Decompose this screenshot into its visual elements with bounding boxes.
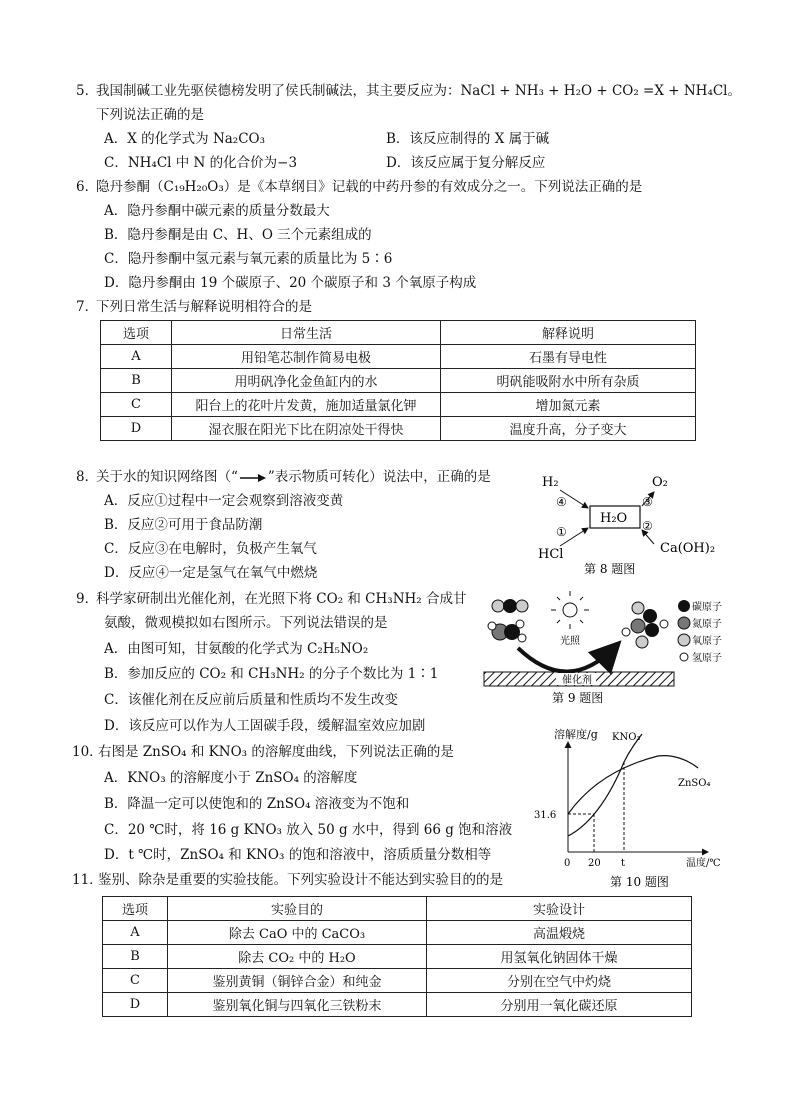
table-row — [103, 921, 692, 945]
q10-option-d: D．t ℃时，ZnSO₄ 和 KNO₃ 的饱和溶液中，溶质质量分数相等 — [104, 847, 492, 863]
q8-option-c: C．反应③在电解时，负极产生氧气 — [104, 541, 317, 557]
q8-stem-head: 关于水的知识网络图（“ — [96, 469, 238, 485]
q7-cell: 温度升高，分子变大 — [441, 417, 696, 441]
q7-table-header — [101, 321, 696, 345]
q7-header-explain: 解释说明 — [441, 321, 696, 345]
q7-cell: D — [101, 417, 172, 441]
table-row — [101, 417, 696, 441]
q7-cell: 用铅笔芯制作简易电极 — [172, 345, 441, 369]
q5-option-d: D．该反应属于复分解反应 — [386, 155, 546, 171]
caoh2-label: Ca(OH)₂ — [660, 541, 716, 556]
kno3-curve — [568, 734, 642, 836]
hcl-label: HCl — [538, 547, 564, 562]
q11-cell: 用氢氧化钠固体干燥 — [427, 945, 692, 969]
x-axis-label: 温度/℃ — [686, 858, 721, 869]
znso4-label: ZnSO₄ — [678, 778, 711, 789]
q11-cell: 鉴别氧化铜与四氧化三铁粉末 — [168, 993, 427, 1017]
q7-cell: 用明矾净化金鱼缸内的水 — [172, 369, 441, 393]
q9-figure — [478, 586, 722, 736]
q9-option-c: C．该催化剂在反应前后质量和性质均不发生改变 — [104, 692, 398, 708]
q8-number: 8． — [76, 469, 99, 485]
q10-solubility-figure — [528, 726, 728, 892]
q5-option-b: B．该反应制得的 X 属于碱 — [386, 131, 550, 147]
q7-stem: 下列日常生活与解释说明相符合的是 — [96, 299, 312, 315]
table-row — [101, 393, 696, 417]
q10-stem: 右图是 ZnSO₄ 和 KNO₃ 的溶解度曲线，下列说法正确的是 — [98, 744, 454, 760]
q10-caption: 第 10 题图 — [610, 875, 669, 889]
y-axis-label: 溶解度/g — [554, 728, 598, 741]
q9-option-d: D．该反应可以作为人工固碳手段，缓解温室效应加剧 — [104, 718, 426, 734]
q8-option-b: B．反应②可用于食品防潮 — [104, 517, 263, 533]
q5-number: 5． — [76, 83, 99, 99]
legend-hydrogen: 氢原子 — [692, 653, 722, 664]
table-row — [101, 345, 696, 369]
q7-cell: 明矾能吸附水中所有杂质 — [441, 369, 696, 393]
q7-cell: 阳台上的花叶片发黄，施加适量氯化钾 — [172, 393, 441, 417]
q7-cell: C — [101, 393, 172, 417]
q11-header-goal: 实验目的 — [168, 897, 427, 921]
q10-option-c: C．20 ℃时，将 16 g KNO₃ 放入 50 g 水中，得到 66 g 饱和溶液 — [104, 822, 513, 838]
q9-stem-line1: 科学家研制出光催化剂，在光照下将 CO₂ 和 CH₃NH₂ 合成甘 — [96, 591, 467, 607]
q11-header-design: 实验设计 — [427, 897, 692, 921]
q11-cell: C — [103, 969, 168, 993]
arrow-icon — [238, 473, 268, 483]
q6-option-c: C．隐丹参酮中氢元素与氧元素的质量比为 5∶6 — [104, 251, 393, 267]
q8-option-a: A．反应①过程中一定会观察到溶液变黄 — [104, 493, 344, 509]
product-molecule — [622, 602, 668, 648]
q7-table — [100, 320, 696, 441]
table-row — [103, 993, 692, 1017]
x-tick-0: 0 — [564, 858, 571, 869]
q11-cell: 除去 CaO 中的 CaCO₃ — [168, 921, 427, 945]
q6-stem: 隐丹参酮（C₁₉H₂₀O₃）是《本草纲目》记载的中药丹参的有效成分之一。下列说法正确的是 — [96, 179, 643, 195]
q9-number: 9． — [76, 591, 99, 607]
atom-legend — [678, 600, 722, 664]
reaction-4-label: ④ — [556, 495, 567, 509]
q8-stem — [96, 468, 491, 486]
y-tick-31-6: 31.6 — [534, 810, 557, 821]
o2-label: O₂ — [652, 475, 668, 490]
q11-table — [102, 896, 692, 1017]
q9-stem-line2: 氨酸，微观模拟如右图所示。下列说法错误的是 — [104, 615, 388, 631]
q6-option-a: A．隐丹参酮中碳元素的质量分数最大 — [104, 203, 330, 219]
q5-option-c: C．NH₄Cl 中 N 的化合价为−3 — [104, 155, 298, 171]
x-tick-20: 20 — [588, 858, 601, 869]
reaction-3-label: ③ — [642, 495, 653, 509]
q6-number: 6． — [76, 179, 99, 195]
q7-header-option: 选项 — [101, 321, 172, 345]
reactant-molecules — [488, 599, 528, 642]
h2-label: H₂ — [542, 475, 559, 490]
q9-caption: 第 9 题图 — [552, 691, 604, 705]
q7-cell: B — [101, 369, 172, 393]
reaction-1-label: ① — [556, 525, 567, 539]
q8-caption: 第 8 题图 — [584, 562, 636, 576]
q11-cell: 除去 CO₂ 中的 H₂O — [168, 945, 427, 969]
q11-cell: 鉴别黄铜（铜锌合金）和纯金 — [168, 969, 427, 993]
q11-cell: 分别在空气中灼烧 — [427, 969, 692, 993]
q7-cell: 增加氮元素 — [441, 393, 696, 417]
q10-number: 10． — [72, 744, 103, 760]
q11-cell: 分别用一氧化碳还原 — [427, 993, 692, 1017]
q11-cell: 高温煅烧 — [427, 921, 692, 945]
legend-carbon: 碳原子 — [692, 602, 722, 613]
q6-option-d: D．隐丹参酮由 19 个碳原子、20 个碳原子和 3 个氧原子构成 — [104, 275, 477, 291]
h2o-label: H₂O — [600, 511, 628, 526]
q9-option-a: A．由图可知，甘氨酸的化学式为 C₂H₅NO₂ — [104, 641, 369, 657]
catalyst-label: 催化剂 — [562, 675, 592, 686]
q8-stem-tail: ”表示物质可转化）说法中，正确的是 — [267, 469, 491, 485]
q11-header-option: 选项 — [103, 897, 168, 921]
q7-cell: A — [101, 345, 172, 369]
legend-nitrogen: 氮原子 — [692, 619, 722, 630]
light-label: 光照 — [560, 636, 580, 647]
q11-cell: D — [103, 993, 168, 1017]
q7-header-life: 日常生活 — [172, 321, 441, 345]
q7-number: 7． — [76, 299, 99, 315]
q7-cell: 石墨有导电性 — [441, 345, 696, 369]
kno3-label: KNO₃ — [612, 732, 641, 743]
q6-option-b: B．隐丹参酮是由 C、H、O 三个元素组成的 — [104, 227, 372, 243]
table-row — [103, 945, 692, 969]
table-row — [101, 369, 696, 393]
q5-stem-line1: 我国制碱工业先驱侯德榜发明了侯氏制碱法，其主要反应为：NaCl + NH₃ + H₂O + CO₂ =X + NH₄Cl。 — [96, 83, 741, 99]
q8-figure — [530, 470, 730, 575]
q10-option-a: A．KNO₃ 的溶解度小于 ZnSO₄ 的溶解度 — [104, 770, 358, 786]
q8-option-d: D．反应④一定是氢气在氧气中燃烧 — [104, 565, 318, 581]
q5-option-a: A．X 的化学式为 Na₂CO₃ — [104, 131, 266, 147]
q11-cell: B — [103, 945, 168, 969]
q11-cell: A — [103, 921, 168, 945]
q11-number: 11． — [72, 872, 103, 888]
x-tick-t: t — [621, 858, 626, 869]
q9-option-b: B．参加反应的 CO₂ 和 CH₃NH₂ 的分子个数比为 1∶1 — [104, 666, 439, 682]
q11-stem: 鉴别、除杂是重要的实验技能。下列实验设计不能达到实验目的的是 — [98, 872, 503, 888]
q11-table-header — [103, 897, 692, 921]
reaction-2-label: ② — [642, 519, 653, 533]
q10-option-b: B．降温一定可以使饱和的 ZnSO₄ 溶液变为不饱和 — [104, 796, 410, 812]
sun-icon — [551, 591, 589, 629]
legend-oxygen: 氧原子 — [692, 636, 722, 647]
q5-stem-line2: 下列说法正确的是 — [96, 107, 204, 123]
q7-cell: 湿衣服在阳光下比在阴凉处干得快 — [172, 417, 441, 441]
reaction-arrow — [518, 646, 616, 672]
table-row — [103, 969, 692, 993]
